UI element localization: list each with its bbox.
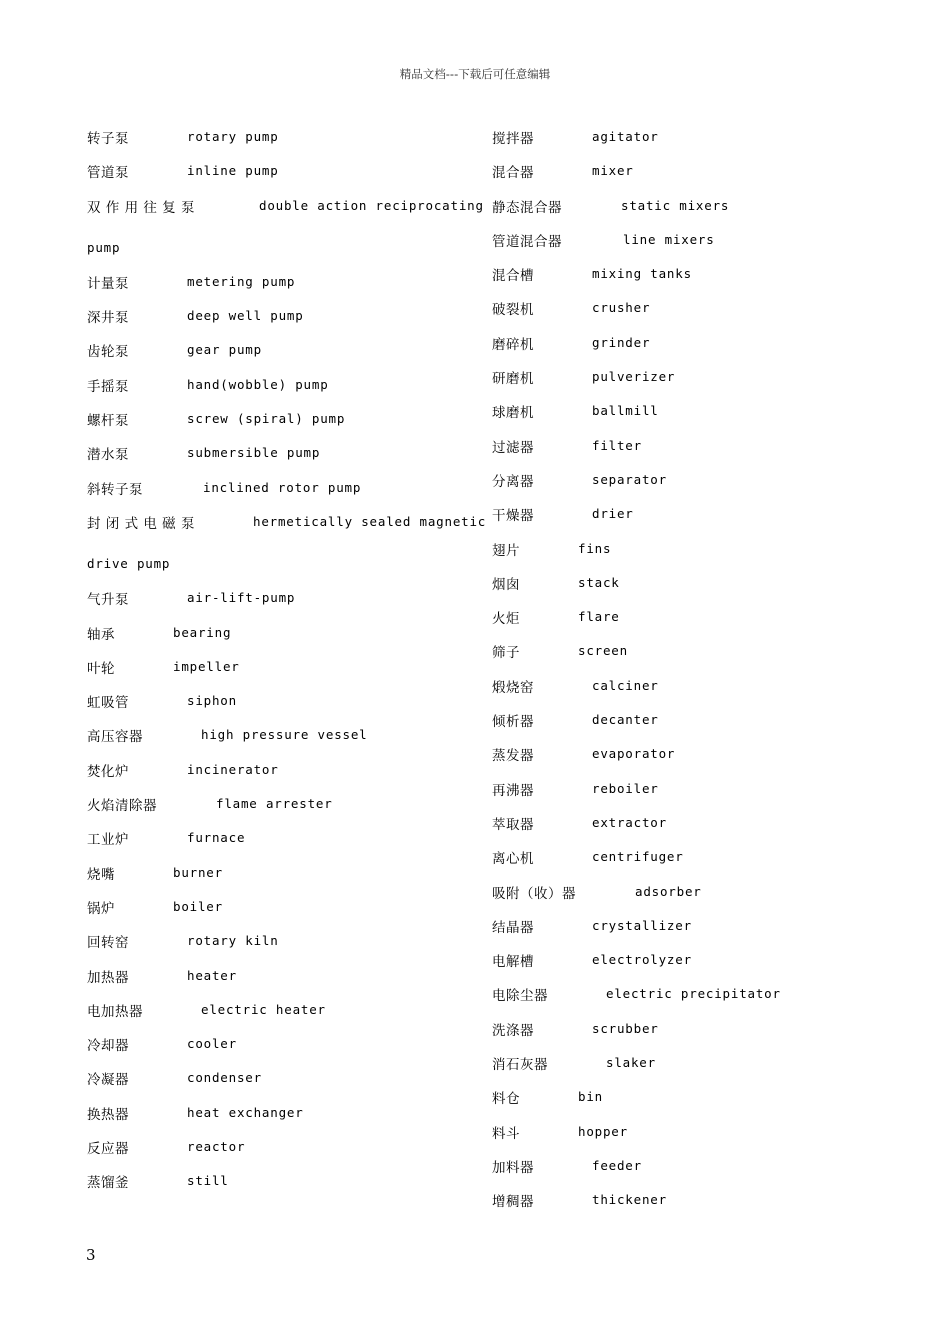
term-chinese: 气升泵 — [87, 592, 129, 609]
glossary-entry — [87, 689, 467, 723]
term-english: high pressure vessel — [201, 727, 368, 743]
term-english: reactor — [187, 1139, 246, 1155]
term-english: air-lift-pump — [187, 590, 296, 606]
term-chinese: 研磨机 — [492, 371, 534, 388]
term-english: fins — [578, 540, 612, 556]
term-english: boiler — [173, 898, 223, 914]
term-english: bin — [578, 1089, 603, 1105]
term-english: grinder — [592, 334, 651, 350]
term-chinese: 封 闭 式 电 磁 泵 — [87, 515, 195, 532]
term-chinese: 蒸发器 — [492, 748, 534, 765]
glossary-entry — [87, 826, 467, 860]
glossary-entry — [492, 982, 872, 1016]
term-chinese: 离心机 — [492, 851, 534, 868]
glossary-entry — [492, 708, 872, 742]
term-chinese: 焚化炉 — [87, 763, 129, 780]
term-english: flare — [578, 609, 620, 625]
term-chinese: 虹吸管 — [87, 695, 129, 712]
term-english: siphon — [187, 693, 237, 709]
glossary-entry — [87, 236, 467, 270]
term-chinese: 加料器 — [492, 1159, 534, 1176]
term-chinese: 分离器 — [492, 473, 534, 490]
term-english: hopper — [578, 1123, 628, 1139]
glossary-entry — [87, 441, 467, 475]
term-english: calciner — [592, 677, 659, 693]
term-english: drier — [592, 506, 634, 522]
glossary-entry — [87, 1169, 467, 1203]
term-english: decanter — [592, 712, 659, 728]
glossary-entry — [492, 571, 872, 605]
left-column — [87, 125, 487, 1204]
term-chinese: 管道泵 — [87, 165, 129, 182]
glossary-entry — [87, 895, 467, 929]
term-english: thickener — [592, 1192, 667, 1208]
term-english: separator — [592, 471, 667, 487]
glossary-entry — [87, 586, 467, 620]
term-english: evaporator — [592, 746, 676, 762]
page-header: 精品文档---下载后可任意编辑 — [399, 67, 551, 81]
term-chinese: 电加热器 — [87, 1003, 143, 1020]
term-english: inclined rotor pump — [203, 479, 362, 495]
term-chinese: 叶轮 — [87, 660, 115, 677]
term-english: drive pump — [87, 555, 171, 571]
glossary-entry — [87, 1135, 467, 1169]
glossary-entry — [87, 929, 467, 963]
term-english: condenser — [187, 1070, 262, 1086]
term-chinese: 轴承 — [87, 626, 115, 643]
glossary-entry — [492, 399, 872, 433]
term-chinese: 斜转子泵 — [87, 481, 143, 498]
term-chinese: 洗涤器 — [492, 1022, 534, 1039]
term-english: feeder — [592, 1157, 642, 1173]
term-english: heat exchanger — [187, 1104, 304, 1120]
glossary-entry — [87, 125, 467, 159]
term-chinese: 混合器 — [492, 165, 534, 182]
term-english: static mixers — [621, 197, 730, 213]
term-english: screen — [578, 643, 628, 659]
term-chinese: 电解槽 — [492, 954, 534, 971]
term-english: incinerator — [187, 761, 279, 777]
term-english: flame arrester — [216, 796, 333, 812]
term-english: hermetically sealed magnetic — [253, 513, 487, 529]
term-chinese: 火炬 — [492, 611, 520, 628]
term-chinese: 烧嘴 — [87, 866, 115, 883]
term-english: pump — [87, 239, 121, 255]
term-english: hand(wobble) pump — [187, 376, 329, 392]
term-chinese: 反应器 — [87, 1141, 129, 1158]
glossary-entry — [492, 777, 872, 811]
term-chinese: 混合槽 — [492, 268, 534, 285]
glossary-entry — [87, 861, 467, 895]
term-chinese: 料斗 — [492, 1125, 520, 1142]
glossary-entry — [492, 1051, 872, 1085]
glossary-entry — [492, 1188, 872, 1222]
term-chinese: 高压容器 — [87, 729, 143, 746]
term-chinese: 计量泵 — [87, 275, 129, 292]
term-chinese: 破裂机 — [492, 302, 534, 319]
glossary-entry — [87, 1101, 467, 1135]
term-english: scrubber — [592, 1020, 659, 1036]
term-english: deep well pump — [187, 308, 304, 324]
term-chinese: 深井泵 — [87, 310, 129, 327]
term-english: still — [187, 1173, 229, 1189]
glossary-entry — [87, 407, 467, 441]
term-chinese: 过滤器 — [492, 439, 534, 456]
glossary-entry — [87, 758, 467, 792]
term-chinese: 潜水泵 — [87, 447, 129, 464]
term-chinese: 翅片 — [492, 542, 520, 559]
glossary-entry — [492, 228, 872, 262]
glossary-entry — [492, 674, 872, 708]
glossary-entry — [87, 373, 467, 407]
glossary-entry — [492, 811, 872, 845]
glossary-entry — [492, 1154, 872, 1188]
term-english: rotary kiln — [187, 933, 279, 949]
term-english: electrolyzer — [592, 952, 692, 968]
term-chinese: 磨碎机 — [492, 336, 534, 353]
term-chinese: 螺杆泵 — [87, 413, 129, 430]
term-english: gear pump — [187, 342, 262, 358]
glossary-entry — [492, 948, 872, 982]
glossary-entry — [492, 194, 872, 228]
term-chinese: 再沸器 — [492, 782, 534, 799]
term-chinese: 增稠器 — [492, 1194, 534, 1211]
glossary-entry — [87, 723, 467, 757]
term-english: crusher — [592, 300, 651, 316]
glossary-entry — [492, 262, 872, 296]
term-chinese: 冷却器 — [87, 1038, 129, 1055]
glossary-entry — [492, 296, 872, 330]
term-chinese: 烟囱 — [492, 576, 520, 593]
term-english: heater — [187, 967, 237, 983]
term-english: centrifuger — [592, 849, 684, 865]
term-chinese: 双 作 用 往 复 泵 — [87, 199, 195, 216]
term-chinese: 搅拌器 — [492, 131, 534, 147]
term-chinese: 换热器 — [87, 1106, 129, 1123]
page-number: 3 — [86, 1246, 96, 1264]
term-english: burner — [173, 864, 223, 880]
glossary-entry — [87, 1032, 467, 1066]
term-chinese: 冷凝器 — [87, 1072, 129, 1089]
term-chinese: 干燥器 — [492, 508, 534, 525]
glossary-entry — [87, 792, 467, 826]
term-english: mixer — [592, 163, 634, 179]
glossary-entry — [492, 125, 872, 159]
glossary-entry — [87, 998, 467, 1032]
term-chinese: 煅烧窑 — [492, 679, 534, 696]
term-chinese: 电除尘器 — [492, 988, 548, 1005]
glossary-entry — [492, 742, 872, 776]
glossary-entry — [492, 880, 872, 914]
term-english: stack — [578, 574, 620, 590]
term-chinese: 转子泵 — [87, 131, 129, 147]
term-chinese: 工业炉 — [87, 832, 129, 849]
term-english: rotary pump — [187, 129, 279, 144]
glossary-entry — [87, 552, 467, 586]
glossary-entry — [492, 1120, 872, 1154]
glossary-entry — [492, 331, 872, 365]
term-english: cooler — [187, 1036, 237, 1052]
glossary-entry — [87, 304, 467, 338]
term-english: slaker — [606, 1055, 656, 1071]
term-chinese: 消石灰器 — [492, 1057, 548, 1074]
glossary-entry — [492, 365, 872, 399]
term-english: pulverizer — [592, 369, 676, 385]
term-chinese: 筛子 — [492, 645, 520, 662]
term-chinese: 加热器 — [87, 969, 129, 986]
term-chinese: 静态混合器 — [492, 199, 562, 216]
term-english: adsorber — [635, 883, 702, 899]
term-english: reboiler — [592, 780, 659, 796]
glossary-entry — [87, 510, 487, 552]
term-chinese: 球磨机 — [492, 405, 534, 422]
glossary-entry — [87, 476, 467, 510]
glossary-entry — [492, 159, 872, 193]
glossary-entry — [87, 655, 467, 689]
glossary-entry — [87, 194, 484, 236]
term-english: mixing tanks — [592, 266, 692, 282]
glossary-entry — [492, 537, 872, 571]
term-chinese: 齿轮泵 — [87, 344, 129, 361]
glossary-entry — [492, 845, 872, 879]
term-chinese: 管道混合器 — [492, 233, 562, 250]
glossary-entry — [87, 270, 467, 304]
term-chinese: 锅炉 — [87, 900, 115, 917]
term-english: metering pump — [187, 273, 296, 289]
term-english: inline pump — [187, 163, 279, 179]
term-english: electric heater — [201, 1001, 326, 1017]
term-english: bearing — [173, 624, 232, 640]
glossary-entry — [87, 621, 467, 655]
glossary-entry — [492, 434, 872, 468]
glossary-entry — [87, 964, 467, 998]
glossary-entry — [492, 1085, 872, 1119]
term-english: double action reciprocating — [259, 197, 484, 213]
glossary-entry — [492, 605, 872, 639]
term-english: ballmill — [592, 403, 659, 419]
term-english: line mixers — [623, 231, 715, 247]
glossary-entry — [492, 914, 872, 948]
glossary-entry — [492, 1017, 872, 1051]
term-chinese: 吸附（收）器 — [492, 885, 576, 902]
term-english: furnace — [187, 830, 246, 846]
term-english: electric precipitator — [606, 986, 781, 1002]
term-english: extractor — [592, 814, 667, 830]
glossary-entry — [87, 1066, 467, 1100]
term-chinese: 结晶器 — [492, 919, 534, 936]
term-chinese: 手摇泵 — [87, 378, 129, 395]
glossary-entry — [87, 159, 467, 193]
term-chinese: 蒸馏釜 — [87, 1175, 129, 1192]
term-chinese: 萃取器 — [492, 816, 534, 833]
term-english: crystallizer — [592, 917, 692, 933]
glossary-entry — [492, 639, 872, 673]
term-english: impeller — [173, 658, 240, 674]
right-column — [492, 125, 872, 1223]
glossary-entry — [492, 502, 872, 536]
term-english: screw (spiral) pump — [187, 411, 346, 427]
term-chinese: 料仓 — [492, 1091, 520, 1108]
term-chinese: 火焰清除器 — [87, 798, 157, 815]
glossary-entry — [492, 468, 872, 502]
term-english: agitator — [592, 129, 659, 144]
term-english: submersible pump — [187, 445, 321, 461]
glossary-entry — [87, 338, 467, 372]
term-english: filter — [592, 437, 642, 453]
term-chinese: 倾析器 — [492, 714, 534, 731]
term-chinese: 回转窑 — [87, 935, 129, 952]
